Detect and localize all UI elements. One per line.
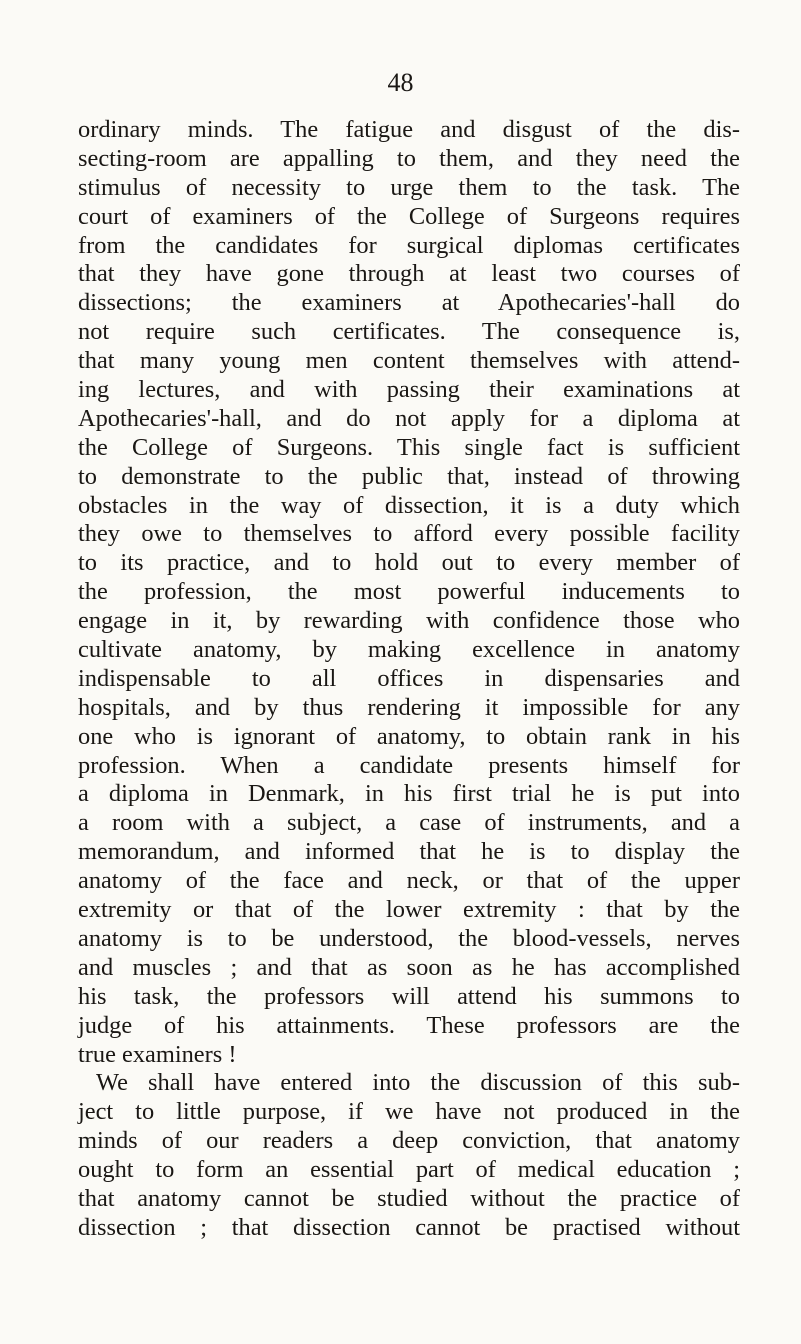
text-line: dissection ; that dissection cannot be practised without — [78, 1213, 740, 1241]
body-text — [78, 116, 740, 1243]
paragraph-start-line: We shall have entered into the discussion of this sub- — [96, 1069, 740, 1097]
text-line: ject to little purpose, if we have not produced in the — [78, 1098, 740, 1126]
text-line: indispensable to all offices in dispensaries and — [78, 664, 740, 692]
text-line: a diploma in Denmark, in his first trial he is put into — [78, 780, 740, 808]
text-line: engage in it, by rewarding with confidence those who — [78, 607, 740, 635]
text-line: stimulus of necessity to urge them to the task. The — [78, 173, 740, 201]
text-line: that many young men content themselves with attend- — [78, 347, 740, 375]
text-line: cultivate anatomy, by making excellence in anatomy — [78, 636, 740, 664]
text-line: extremity or that of the lower extremity : that by the — [78, 896, 740, 924]
text-line: ing lectures, and with passing their examinations at — [78, 376, 740, 404]
text-line: ordinary minds. The fatigue and disgust of the dis- — [78, 116, 740, 143]
text-line: that anatomy cannot be studied without the practice of — [78, 1184, 740, 1212]
paragraph-end-line: true examiners ! — [78, 1040, 237, 1068]
text-line: they owe to themselves to afford every possible facility — [78, 520, 740, 548]
text-line: anatomy of the face and neck, or that of the upper — [78, 867, 740, 895]
text-line: the profession, the most powerful inducements to — [78, 578, 740, 606]
text-line: from the candidates for surgical diplomas certificates — [78, 231, 740, 259]
text-line: judge of his attainments. These professors are the — [78, 1011, 740, 1039]
text-line: profession. When a candidate presents himself for — [78, 751, 740, 779]
text-line: his task, the professors will attend his summons to — [78, 982, 740, 1010]
text-line: one who is ignorant of anatomy, to obtain rank in his — [78, 722, 740, 750]
text-line: ought to form an essential part of medical education ; — [78, 1156, 740, 1184]
text-line: that they have gone through at least two courses of — [78, 260, 740, 288]
text-line: not require such certificates. The consequence is, — [78, 318, 740, 346]
text-line: and muscles ; and that as soon as he has accomplished — [78, 953, 740, 981]
text-line: the College of Surgeons. This single fact is sufficient — [78, 433, 740, 461]
text-line: anatomy is to be understood, the blood-vessels, nerves — [78, 924, 740, 952]
text-line: court of examiners of the College of Surgeons requires — [78, 202, 740, 230]
text-line: to its practice, and to hold out to every member of — [78, 549, 740, 577]
text-line: minds of our readers a deep conviction, that anatomy — [78, 1127, 740, 1155]
text-line: to demonstrate to the public that, instead of throwing — [78, 462, 740, 490]
text-line: a room with a subject, a case of instruments, and a — [78, 809, 740, 837]
text-line: dissections; the examiners at Apothecaries'-hall do — [78, 289, 740, 317]
text-line: memorandum, and informed that he is to display the — [78, 838, 740, 866]
text-line: obstacles in the way of dissection, it is a duty which — [78, 491, 740, 519]
text-line: hospitals, and by thus rendering it impossible for any — [78, 693, 740, 721]
text-line: Apothecaries'-hall, and do not apply for a diploma at — [78, 404, 740, 432]
text-line: secting-room are appalling to them, and they need the — [78, 144, 740, 172]
page-number: 48 — [387, 68, 414, 97]
